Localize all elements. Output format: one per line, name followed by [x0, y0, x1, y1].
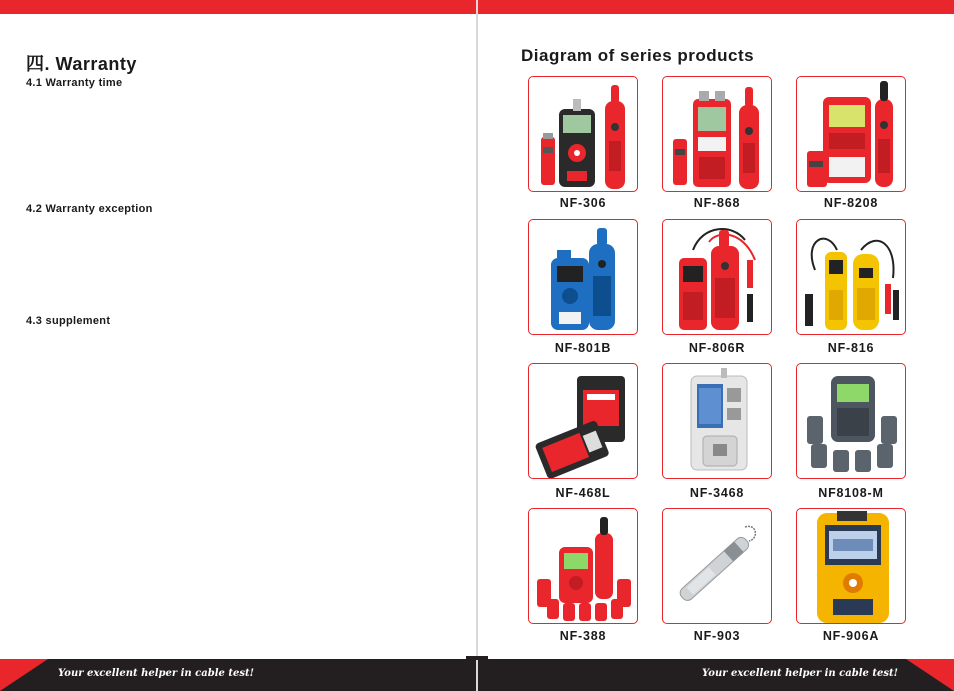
- product-name-nf-3468: NF-3468: [689, 486, 745, 500]
- product-image-nf-868: [662, 76, 772, 192]
- products-title: Diagram of series products: [521, 46, 755, 65]
- section-warranty-exception: 4.2 Warranty exception: [26, 203, 153, 215]
- product-name-nf-906a: NF-906A: [822, 629, 880, 643]
- product-name-nf-816: NF-816: [827, 341, 875, 355]
- product-name-nf-8208: NF-8208: [823, 196, 879, 210]
- footer-slogan-left: Your excellent helper in cable test!: [58, 668, 254, 679]
- product-name-nf-306: NF-306: [559, 196, 607, 210]
- product-image-nf-906a: [796, 508, 906, 624]
- section-warranty-time: 4.1 Warranty time: [26, 77, 123, 89]
- footer-slogan-right: Your excellent helper in cable test!: [702, 668, 898, 679]
- product-image-nf-388: [528, 508, 638, 624]
- product-image-nf8108-m: [796, 363, 906, 479]
- product-name-nf-806r: NF-806R: [688, 341, 746, 355]
- footer-right: [478, 659, 954, 691]
- section-supplement: 4.3 supplement: [26, 315, 111, 327]
- product-image-nf-3468: [662, 363, 772, 479]
- product-name-nf-868: NF-868: [693, 196, 741, 210]
- top-bar-right: [478, 0, 954, 14]
- footer-left-accent: [0, 659, 48, 691]
- product-image-nf-816: [796, 219, 906, 335]
- product-image-nf-806r: [662, 219, 772, 335]
- product-image-nf-8208: [796, 76, 906, 192]
- warranty-title: 四. Warranty: [26, 54, 137, 74]
- product-name-nf8108-m: NF8108-M: [818, 486, 884, 500]
- product-name-nf-388: NF-388: [559, 629, 607, 643]
- product-name-nf-468l: NF-468L: [555, 486, 611, 500]
- footer-right-accent: [906, 659, 954, 691]
- footer-left: [0, 659, 476, 691]
- top-bar-left: [0, 0, 476, 14]
- product-image-nf-801b: [528, 219, 638, 335]
- page-divider: [476, 0, 478, 691]
- product-image-nf-468l: [528, 363, 638, 479]
- product-name-nf-801b: NF-801B: [554, 341, 612, 355]
- product-name-nf-903: NF-903: [693, 629, 741, 643]
- product-image-nf-306: [528, 76, 638, 192]
- product-image-nf-903: [662, 508, 772, 624]
